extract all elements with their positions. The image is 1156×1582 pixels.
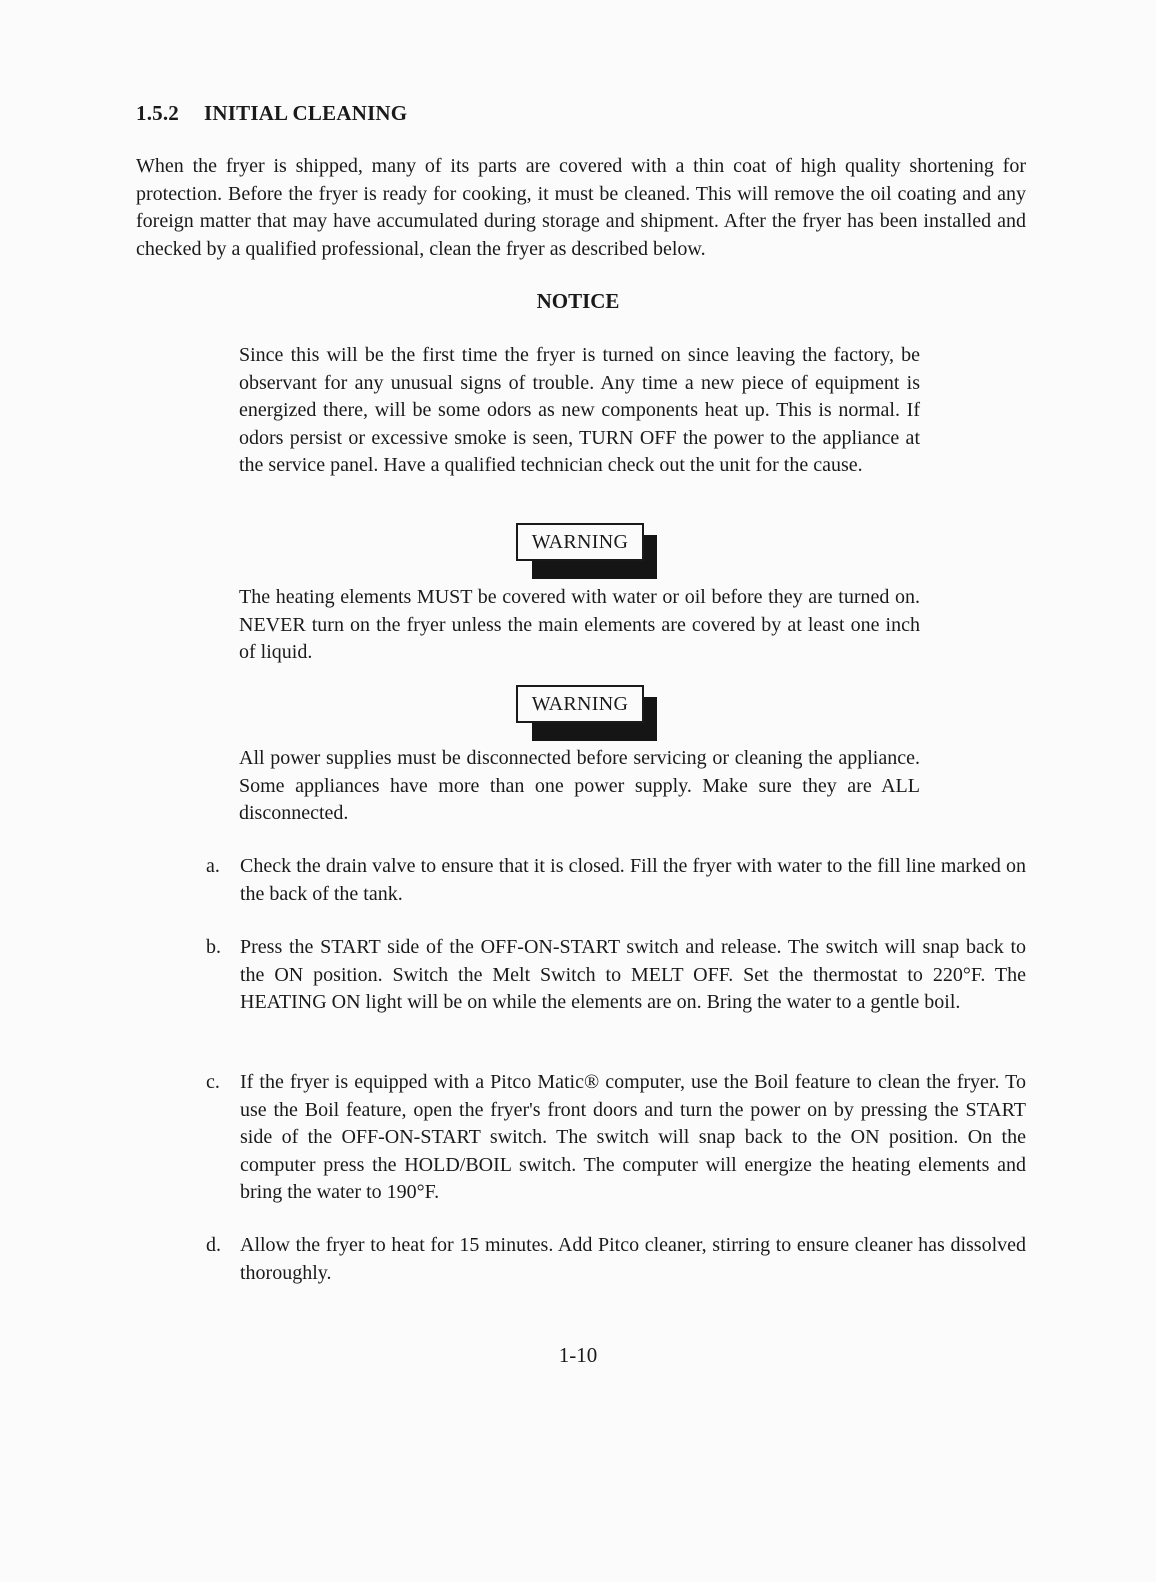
step-a	[206, 853, 1026, 908]
notice-title: NOTICE	[536, 289, 620, 313]
intro-paragraph: When the fryer is shipped, many of its parts are covered with a thin coat of high quality shortening for protection. Before the fryer is ready for cooking, it must be cleaned. This will remove the oil coating and any foreign matter that may have accumulated during storage and shipment. After the fryer has been installed and checked by a qualified professional, clean the fryer as described below.	[136, 155, 1026, 260]
step-b	[206, 934, 1026, 1017]
step-text: Press the START side of the OFF-ON-START switch and release. The switch will snap back to the ON position. Switch the Melt Switch to MELT OFF. Set the thermostat to 220°F. The HEATING ON light will be on while the elements are on. Bring the water to a gentle boil.	[240, 936, 1026, 1013]
warning-shadow	[532, 561, 657, 579]
section-heading	[136, 101, 407, 126]
notice-text: Since this will be the first time the fryer is turned on since leaving the factory, be observant for any unusual signs of trouble. Any time a new piece of equipment is energized there, will be some odors as new components heat up. This is normal. If odors persist or excessive smoke is seen, TURN OFF the power to the appliance at the service panel. Have a qualified technician check out the unit for the cause.	[239, 344, 920, 476]
section-number: 1.5.2	[136, 101, 179, 125]
step-letter: d.	[206, 1234, 221, 1256]
page-number: 1-10	[558, 1343, 598, 1367]
warning-label-text: WARNING	[516, 685, 644, 723]
section-title: INITIAL CLEANING	[204, 101, 408, 125]
warning-label-1	[516, 523, 664, 581]
step-letter: a.	[206, 855, 220, 877]
warning-shadow	[532, 723, 657, 741]
warning-text-1: The heating elements MUST be covered with water or oil before they are turned on. NEVER turn on the fryer unless the main elements are covered by at least one inch of liquid.	[239, 586, 920, 663]
step-letter: c.	[206, 1071, 220, 1093]
step-text: Check the drain valve to ensure that it is closed. Fill the fryer with water to the fill line marked on the back of the tank.	[240, 855, 1026, 905]
step-text: Allow the fryer to heat for 15 minutes. Add Pitco cleaner, stirring to ensure cleaner has dissolved thoroughly.	[240, 1234, 1026, 1284]
step-letter: b.	[206, 936, 221, 958]
warning-label-text: WARNING	[516, 523, 644, 561]
step-text: If the fryer is equipped with a Pitco Matic® computer, use the Boil feature to clean the fryer. To use the Boil feature, open the fryer's front doors and turn the power on by pressing the START side of the OFF-ON-START switch. The switch will snap back to the ON position. On the computer press the HOLD/BOIL switch. The computer will energize the heating elements and bring the water to 190°F.	[240, 1071, 1026, 1203]
warning-label-2	[516, 685, 664, 743]
step-d	[206, 1232, 1026, 1287]
warning-text-2: All power supplies must be disconnected before servicing or cleaning the appliance. Some appliances have more than one power supply. Make sure they are ALL disconnected.	[239, 747, 920, 824]
step-c	[206, 1069, 1026, 1207]
